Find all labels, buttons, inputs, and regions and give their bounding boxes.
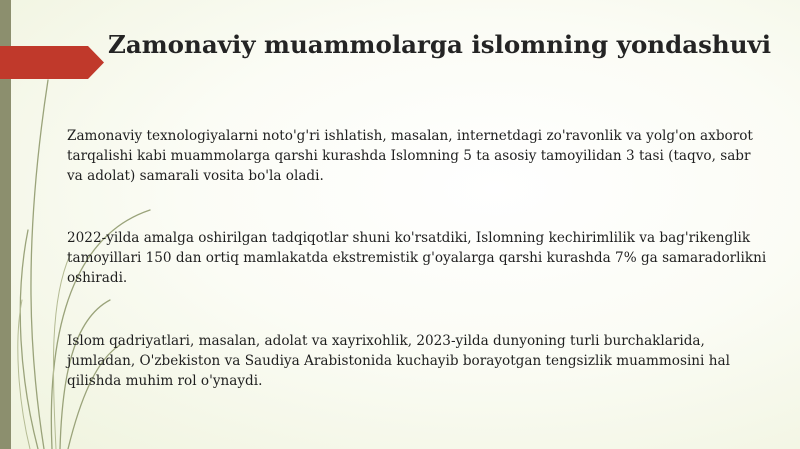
slide-title: Zamonaviy muammolarga islomning yondashuvi: [108, 30, 772, 59]
paragraph-2: 2022-yilda amalga oshirilgan tadqiqotlar shuni ko'rsatdiki, Islomning kechirimlilik va bag'rikenglik tamoyillari 150 dan ortiq mamlakatda ekstremistik g'oyalarga qarshi kurashda 7% ga samaradorlikni oshiradi.: [67, 230, 767, 286]
paragraph-1: Zamonaviy texnologiyalarni noto'g'ri ishlatish, masalan, internetdagi zo'ravonlik va yolg'on axborot tarqalishi kabi muammolarga qarshi kurashda Islomning 5 ta asosiy tamoyilidan 3 tasi (taqvo, sabr va adolat) samarali vosita bo'la oladi.: [67, 128, 753, 184]
paragraph-3: Islom qadriyatlari, masalan, adolat va xayrixohlik, 2023-yilda dunyoning turli burchaklarida, jumladan, O'zbekiston va Saudiya Arabistonida kuchayib borayotgan tengsizlik muammosini hal qilishda muhim rol o'ynaydi.: [67, 333, 730, 389]
red-arrow-banner-icon: [0, 46, 104, 79]
